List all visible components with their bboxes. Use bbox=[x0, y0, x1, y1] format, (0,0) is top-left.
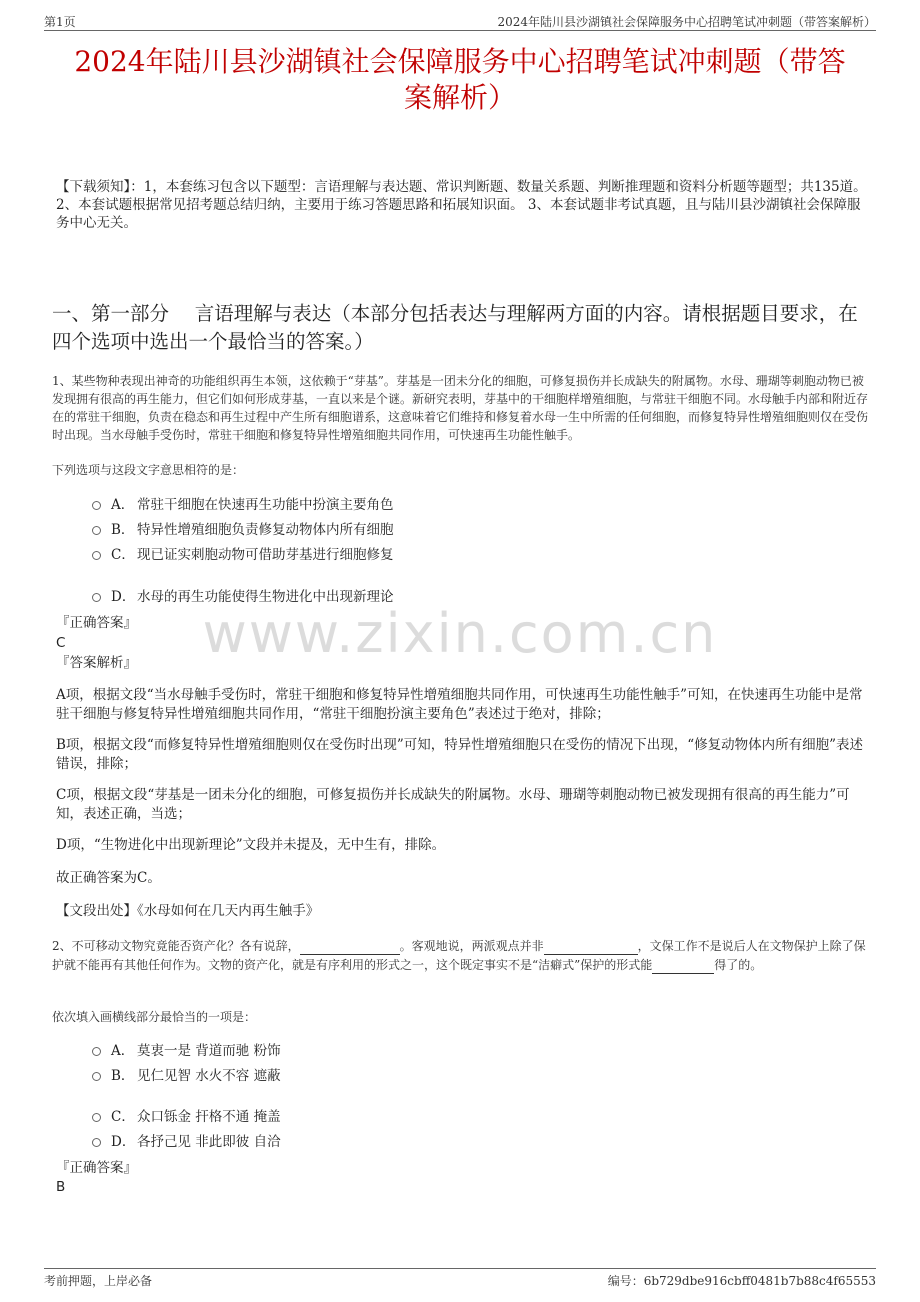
watermark: www.zixin.com.cn bbox=[202, 602, 718, 665]
page-title bbox=[30, 44, 890, 116]
q1-source: 【文段出处】《水母如何在几天内再生触手》 bbox=[56, 903, 320, 919]
q1-answer-label: 『正确答案』 bbox=[56, 615, 137, 631]
radio-icon[interactable] bbox=[92, 1138, 101, 1147]
q1-analysis-a: A项，根据文段“当水母触手受伤时，常驻干细胞和修复特异性增殖细胞共同作用，可快速再生功能性触手”可知，在快速再生功能中是常驻干细胞与修复特异性增殖细胞共同作用，“常驻干细胞扮演主要角色”表述过于绝对，排除； bbox=[56, 687, 863, 722]
q2-option-c[interactable]: C． 众口铄金 扞格不通 掩盖 bbox=[92, 1108, 281, 1126]
q1-option-b[interactable]: B． 特异性增殖细胞负责修复动物体内所有细胞 bbox=[92, 521, 394, 539]
title-line-2: 案解析） bbox=[403, 81, 516, 114]
q1-answer: C bbox=[56, 635, 66, 651]
page-footer bbox=[44, 1268, 876, 1287]
q2-answer-label: 『正确答案』 bbox=[56, 1160, 137, 1176]
q2-prompt: 依次填入画横线部分最恰当的一项是： bbox=[52, 1010, 257, 1024]
section-heading: 一、第一部分 言语理解与表达（本部分包括表达与理解两方面的内容。请根据题目要求，在四个选项中选出一个最恰当的答案。） bbox=[52, 302, 858, 353]
radio-icon[interactable] bbox=[92, 593, 101, 602]
fill-blank-1[interactable] bbox=[300, 936, 400, 955]
q2-answer: B bbox=[56, 1179, 66, 1195]
fill-blank-2[interactable] bbox=[544, 936, 638, 955]
fill-blank-3[interactable] bbox=[652, 955, 714, 974]
radio-icon[interactable] bbox=[92, 1113, 101, 1122]
header-doc-title: 2024年陆川县沙湖镇社会保障服务中心招聘笔试冲刺题（带答案解析） bbox=[497, 15, 876, 29]
radio-icon[interactable] bbox=[92, 526, 101, 535]
title-line-1: 2024年陆川县沙湖镇社会保障服务中心招聘笔试冲刺题（带答 bbox=[74, 45, 846, 78]
footer-doc-id: 编号：6b729dbe916cbff0481b7b88c4f65553 bbox=[607, 1274, 876, 1288]
radio-icon[interactable] bbox=[92, 1047, 101, 1056]
q1-analysis-c: C项，根据文段“芽基是一团未分化的细胞，可修复损伤并长成缺失的附属物。水母、珊瑚等刺胞动物已被发现拥有很高的再生能力”可知，表述正确，当选； bbox=[56, 787, 850, 822]
radio-icon[interactable] bbox=[92, 551, 101, 560]
radio-icon[interactable] bbox=[92, 501, 101, 510]
download-notice: 【下载须知】：1，本套练习包含以下题型：言语理解与表达题、常识判断题、数量关系题、判断推理题和资料分析题等题型；共135道。 2、本套试题根据常见招考题总结归纳，主要用于练习答题思路和拓展知识面。 3、本套试题非考试真题，且与陆川县沙湖镇社会保障服务中心无关。 bbox=[56, 179, 867, 231]
q1-analysis-d: D项，“生物进化中出现新理论”文段并未提及，无中生有，排除。 bbox=[56, 837, 446, 853]
q1-prompt: 下列选项与这段文字意思相符的是： bbox=[52, 463, 245, 477]
q1-option-d[interactable]: D． 水母的再生功能使得生物进化中出现新理论 bbox=[92, 588, 394, 606]
q1-analysis-label: 『答案解析』 bbox=[56, 655, 137, 671]
q2-option-b[interactable]: B． 见仁见智 水火不容 遮蔽 bbox=[92, 1067, 281, 1085]
page-number: 第1页 bbox=[44, 15, 76, 29]
q1-conclusion: 故正确答案为C。 bbox=[56, 870, 161, 886]
page-header bbox=[44, 12, 876, 31]
q1-analysis-b: B项，根据文段“而修复特异性增殖细胞则仅在受伤时出现”可知，特异性增殖细胞只在受伤的情况下出现，“修复动物体内所有细胞”表述错误，排除； bbox=[56, 737, 864, 772]
q2-option-d[interactable]: D． 各抒己见 非此即彼 自洽 bbox=[92, 1133, 281, 1151]
q2-stem: 2、不可移动文物究竟能否资产化？各有说辞， 。客观地说，两派观点并非 ，文保工作不是说后人在文物保护上除了保护就不能再有其他任何作为。文物的资产化，就是有序利用的形式之一，这个既定事实不是“洁癖式”保护的形式能 得了的。 bbox=[52, 936, 872, 974]
footer-slogan: 考前押题，上岸必备 bbox=[44, 1274, 153, 1288]
q1-option-a[interactable]: A． 常驻干细胞在快速再生功能中扮演主要角色 bbox=[92, 496, 394, 514]
q2-option-a[interactable]: A． 莫衷一是 背道而驰 粉饰 bbox=[92, 1042, 281, 1060]
q1-stem: 1、某些物种表现出神奇的功能组织再生本领，这依赖于“芽基”。芽基是一团未分化的细胞，可修复损伤并长成缺失的附属物。水母、珊瑚等刺胞动物已被发现拥有很高的再生能力，但它们如何形成芽基，一直以来是个谜。新研究表明，芽基中的干细胞样增殖细胞，与常驻干细胞不同。水母触手内部和附近存在的常驻干细胞，负责在稳态和再生过程中产生所有细胞谱系，这意味着它们维持和修复着水母一生中所需的任何细胞，而修复特异性增殖细胞则仅在受伤时出现。当水母触手受伤时，常驻干细胞和修复特异性增殖细胞共同作用，可快速再生功能性触手。 bbox=[52, 374, 869, 442]
radio-icon[interactable] bbox=[92, 1072, 101, 1081]
q1-option-c[interactable]: C． 现已证实刺胞动物可借助芽基进行细胞修复 bbox=[92, 546, 394, 564]
